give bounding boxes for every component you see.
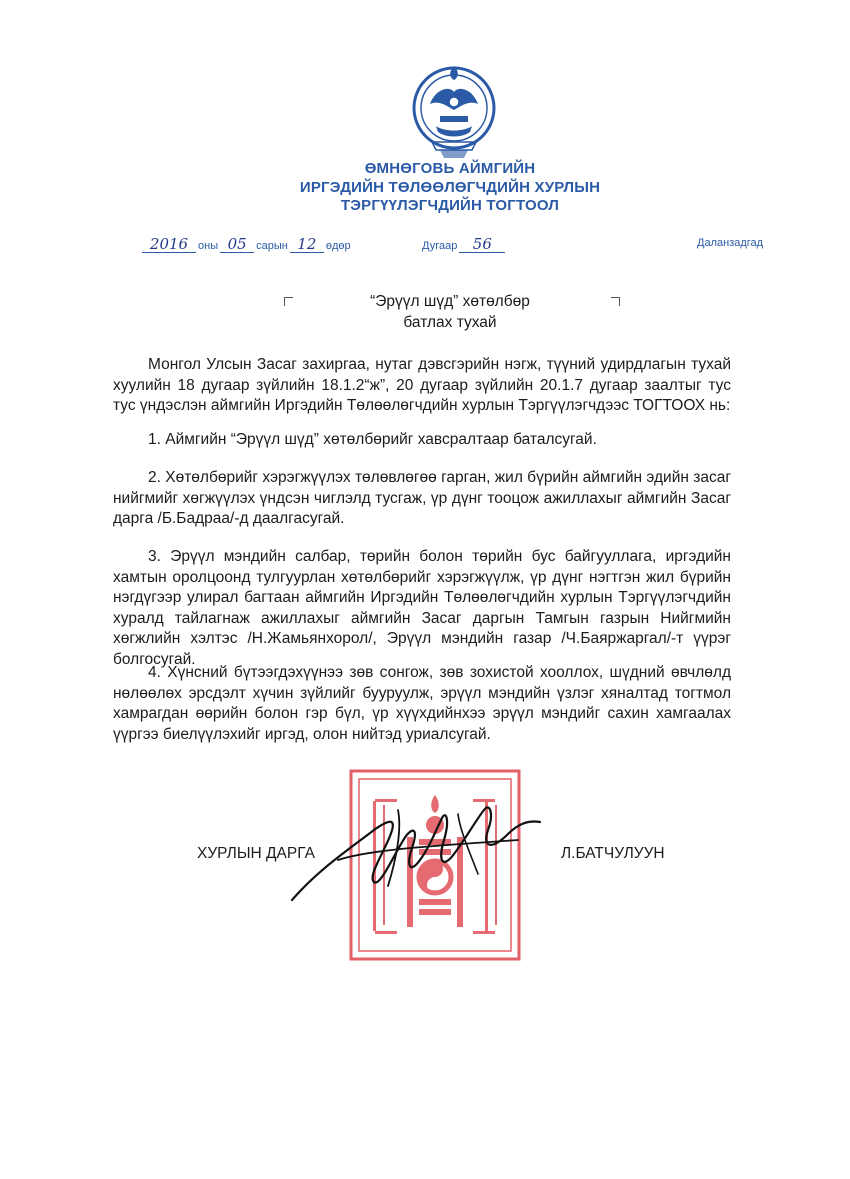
subject-line-1: “Эрүүл шүд” хөтөлбөр <box>370 293 530 310</box>
date-month: 05 <box>220 237 254 253</box>
place-field: Даланзадгад <box>697 237 764 249</box>
date-day: 12 <box>290 237 324 253</box>
date-day-label: өдөр <box>325 240 351 252</box>
number-field <box>420 237 505 253</box>
state-emblem-icon <box>410 58 498 162</box>
clause-3: 3. Эрүүл мэндийн салбар, төрийн болон төрийн бус байгууллага, иргэдийн хамтын оролцоонд тулгуурлан хөтөлбөрийг хэрэгжүүлж, үр дүнг нэгтгэн жил бүрийн нэгдүгээр улирал багтаан аймгийн Иргэдийн Төлөөлөгчдийн хурлын Тэргүүлэгчдийн хуралд тайлагнаж ажиллахыг аймгийн Засаг даргын Тамгын газрын Нийгмийн хөгжлийн хэлтэс /Н.Жамьянхорол/, Эрүүл мэндийн газар /Ч.Баяржаргал/-т үүрэг болгосугай. <box>113 548 731 668</box>
number-label: Дугаар <box>422 240 458 252</box>
date-month-label: сарын <box>256 240 288 252</box>
header-line-3: ТЭРГҮҮЛЭГЧДИЙН ТОГТООЛ <box>340 197 560 214</box>
signatory-title: ХУРЛЫН ДАРГА <box>197 845 315 862</box>
date-field <box>142 237 353 253</box>
clause-1: 1. Аймгийн “Эрүүл шүд” хөтөлбөрийг хавсралтаар баталсугай. <box>148 431 597 448</box>
preamble-paragraph: Монгол Улсын Засаг захиргаа, нутаг дэвсгэрийн нэгж, түүний удирдлагын тухай хуулийн 18 дугаар зүйлийн 18.1.2“ж”, 20 дугаар зүйлийн 20.1.7 дугаар заалтыг тус тус үндэслэн аймгийн Иргэдийн Төлөөлөгчдийн хурлын Тэргүүлэгчдээс ТОГТООХ нь: <box>113 356 731 414</box>
subject-bracket-right <box>611 297 620 306</box>
subject-line-2: батлах тухай <box>403 314 497 331</box>
header-line-1: ӨМНӨГОВЬ АЙМГИЙН <box>364 160 536 177</box>
subject-bracket-left <box>284 297 293 306</box>
clause-2: 2. Хөтөлбөрийг хэрэгжүүлэх төлөвлөгөө гарган, жил бүрийн аймгийн эдийн засаг нийгмийг хөгжүүлэх үндсэн чиглэлд тусгаж, үр дүнг тооцож ажиллахыг аймгийн Засаг дарга /Б.Бадраа/-д даалгасугай. <box>113 469 731 527</box>
date-year-label: оны <box>198 240 219 252</box>
handwritten-signature-icon <box>278 790 558 910</box>
signatory-name: Л.БАТЧУЛУУН <box>561 845 665 862</box>
date-year: 2016 <box>142 237 196 253</box>
clause-4: 4. Хүнсний бүтээгдэхүүнээ зөв сонгож, зөв зохистой хооллох, шүдний өвчлөлд нөлөөлөх эрсдэлт хүчин зүйлийг бууруулж, эрүүл мэндийн үзлэг хяналтад тогтмол хамрагдан өөрийн болон гэр бүл, үр хүүхдийнхээ эрүүл мэндийг сахин хамгаалах үүргээ биелүүлэхийг иргэд, олон нийтэд уриалсугай. <box>113 664 731 743</box>
number-value: 56 <box>459 237 505 253</box>
header-line-2: ИРГЭДИЙН ТӨЛӨӨЛӨГЧДИЙН ХУРЛЫН <box>299 179 601 196</box>
